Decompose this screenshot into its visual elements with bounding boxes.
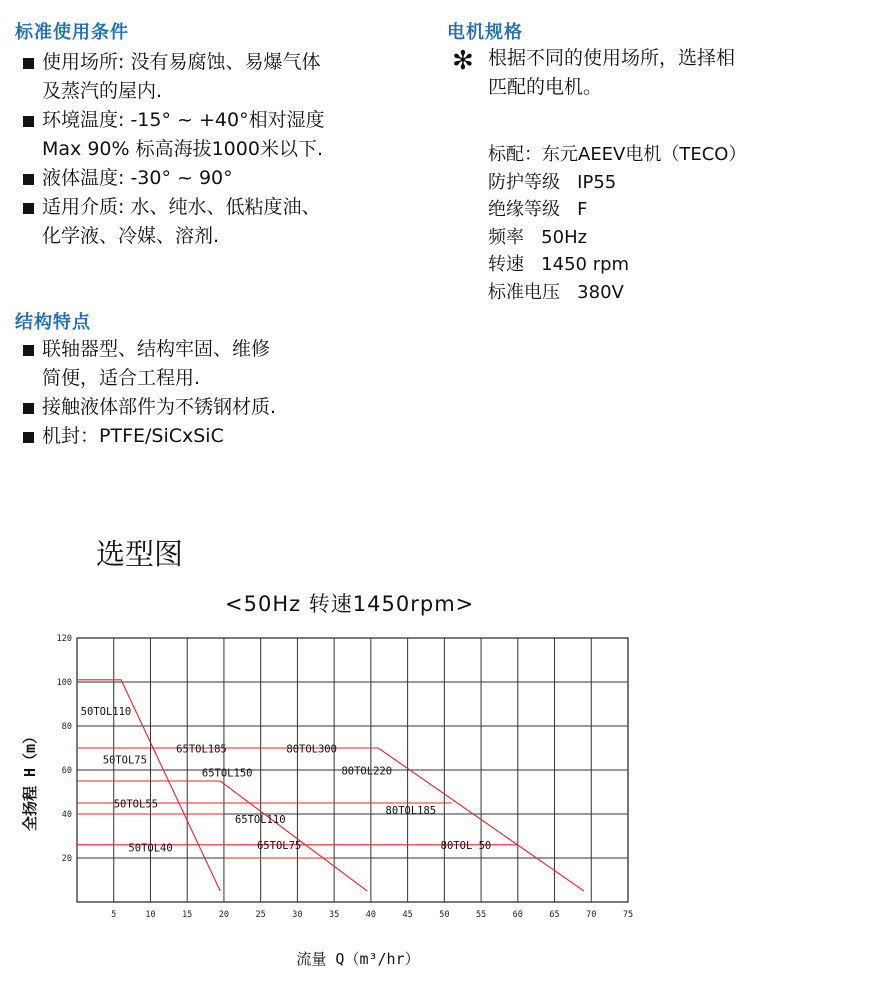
x-tick-label: 25 xyxy=(255,910,266,920)
model-label: 65TOL110 xyxy=(234,813,286,826)
x-tick-label: 70 xyxy=(586,910,597,920)
x-tick-label: 20 xyxy=(218,910,230,920)
x-tick-label: 55 xyxy=(475,910,487,920)
list-item: 环境温度: -15° ~ +40°相对湿度 Max 90% 标高海拔1000米以下. xyxy=(20,106,400,164)
x-tick-label: 50 xyxy=(439,910,450,920)
bullet-square-icon xyxy=(23,403,34,414)
list-item: 适用介质: 水、纯水、低粘度油、 化学液、冷媒、溶剂. xyxy=(20,193,400,251)
x-tick-label: 10 xyxy=(145,910,156,920)
spec-item: 转速 1450 rpm xyxy=(488,254,630,275)
x-tick-label: 15 xyxy=(182,910,193,920)
structure-title: 结构特点 xyxy=(15,312,91,333)
series-line-2 xyxy=(77,748,584,891)
y-tick-label: 60 xyxy=(61,766,72,776)
x-tick-label: 65 xyxy=(549,910,560,920)
model-label: 65TOL75 xyxy=(256,840,302,853)
model-label: 80TOL300 xyxy=(286,743,337,756)
spec-item: 防护等级 IP55 xyxy=(488,171,617,193)
y-tick-label: 100 xyxy=(56,678,72,688)
spec-item: 频率 50Hz xyxy=(488,226,588,248)
model-label: 50TOL110 xyxy=(80,706,132,718)
bullet-square-icon xyxy=(23,345,34,356)
x-tick-label: 75 xyxy=(622,910,634,920)
model-label: 50TOL75 xyxy=(102,754,147,767)
bullet-square-icon xyxy=(23,174,34,185)
list-item: 液体温度: -30° ~ 90° xyxy=(20,164,400,193)
motor-title: 电机规格 xyxy=(447,22,523,43)
bullet-square-icon xyxy=(23,203,34,214)
model-label: 80TOL185 xyxy=(385,805,437,817)
motor-note: 根据不同的使用场所，选择相 匹配的电机。 xyxy=(488,47,736,98)
model-label: 65TOL185 xyxy=(176,743,227,756)
bullet-square-icon xyxy=(23,116,34,127)
motor-spec-list xyxy=(488,141,868,306)
y-tick-label: 120 xyxy=(56,634,72,644)
structure-list xyxy=(20,335,400,451)
y-axis-title: 全扬程 H（m） xyxy=(21,728,39,832)
y-tick-label: 40 xyxy=(61,810,72,820)
spec-item: 标配：东元AEEV电机（TECO） xyxy=(488,144,747,165)
model-label: 65TOL150 xyxy=(201,767,253,780)
x-tick-label: 40 xyxy=(365,910,376,920)
list-item: 使用场所: 没有易腐蚀、易爆气体 及蒸汽的屋内. xyxy=(20,48,400,106)
model-label: 80TOL220 xyxy=(341,765,393,778)
x-tick-label: 30 xyxy=(292,910,303,920)
x-tick-label: 5 xyxy=(111,910,117,920)
spec-item: 绝缘等级 F xyxy=(488,199,588,220)
x-tick-label: 60 xyxy=(512,910,523,920)
list-item: 联轴器型、结构牢固、维修 简便，适合工程用. xyxy=(20,335,400,393)
conditions-list xyxy=(20,48,400,251)
bullet-square-icon xyxy=(23,58,34,69)
bullet-square-icon xyxy=(23,432,34,443)
selection-chart xyxy=(0,620,895,1000)
list-item: 接触液体部件为不锈钢材质. xyxy=(20,393,400,422)
y-tick-label: 20 xyxy=(61,854,72,864)
chart-series-group xyxy=(77,680,584,891)
chart-model-labels xyxy=(81,706,492,854)
x-tick-label: 45 xyxy=(402,910,413,920)
model-label: 50TOL40 xyxy=(128,842,173,855)
list-item: 机封：PTFE/SiCxSiC xyxy=(20,422,400,451)
x-axis-title: 流量 Q（m³/hr） xyxy=(296,950,420,968)
spec-item: 标准电压 380V xyxy=(488,281,624,303)
y-tick-label: 80 xyxy=(61,722,72,732)
chart-title: 选型图 xyxy=(96,537,184,571)
chart-subtitle: <50Hz 转速1450rpm> xyxy=(225,592,475,616)
x-tick-label: 35 xyxy=(329,910,340,920)
conditions-title: 标准使用条件 xyxy=(15,22,129,43)
model-label: 80TOL 50 xyxy=(440,840,492,853)
model-label: 50TOL55 xyxy=(113,798,158,811)
asterisk-icon: ✻ xyxy=(452,46,474,76)
